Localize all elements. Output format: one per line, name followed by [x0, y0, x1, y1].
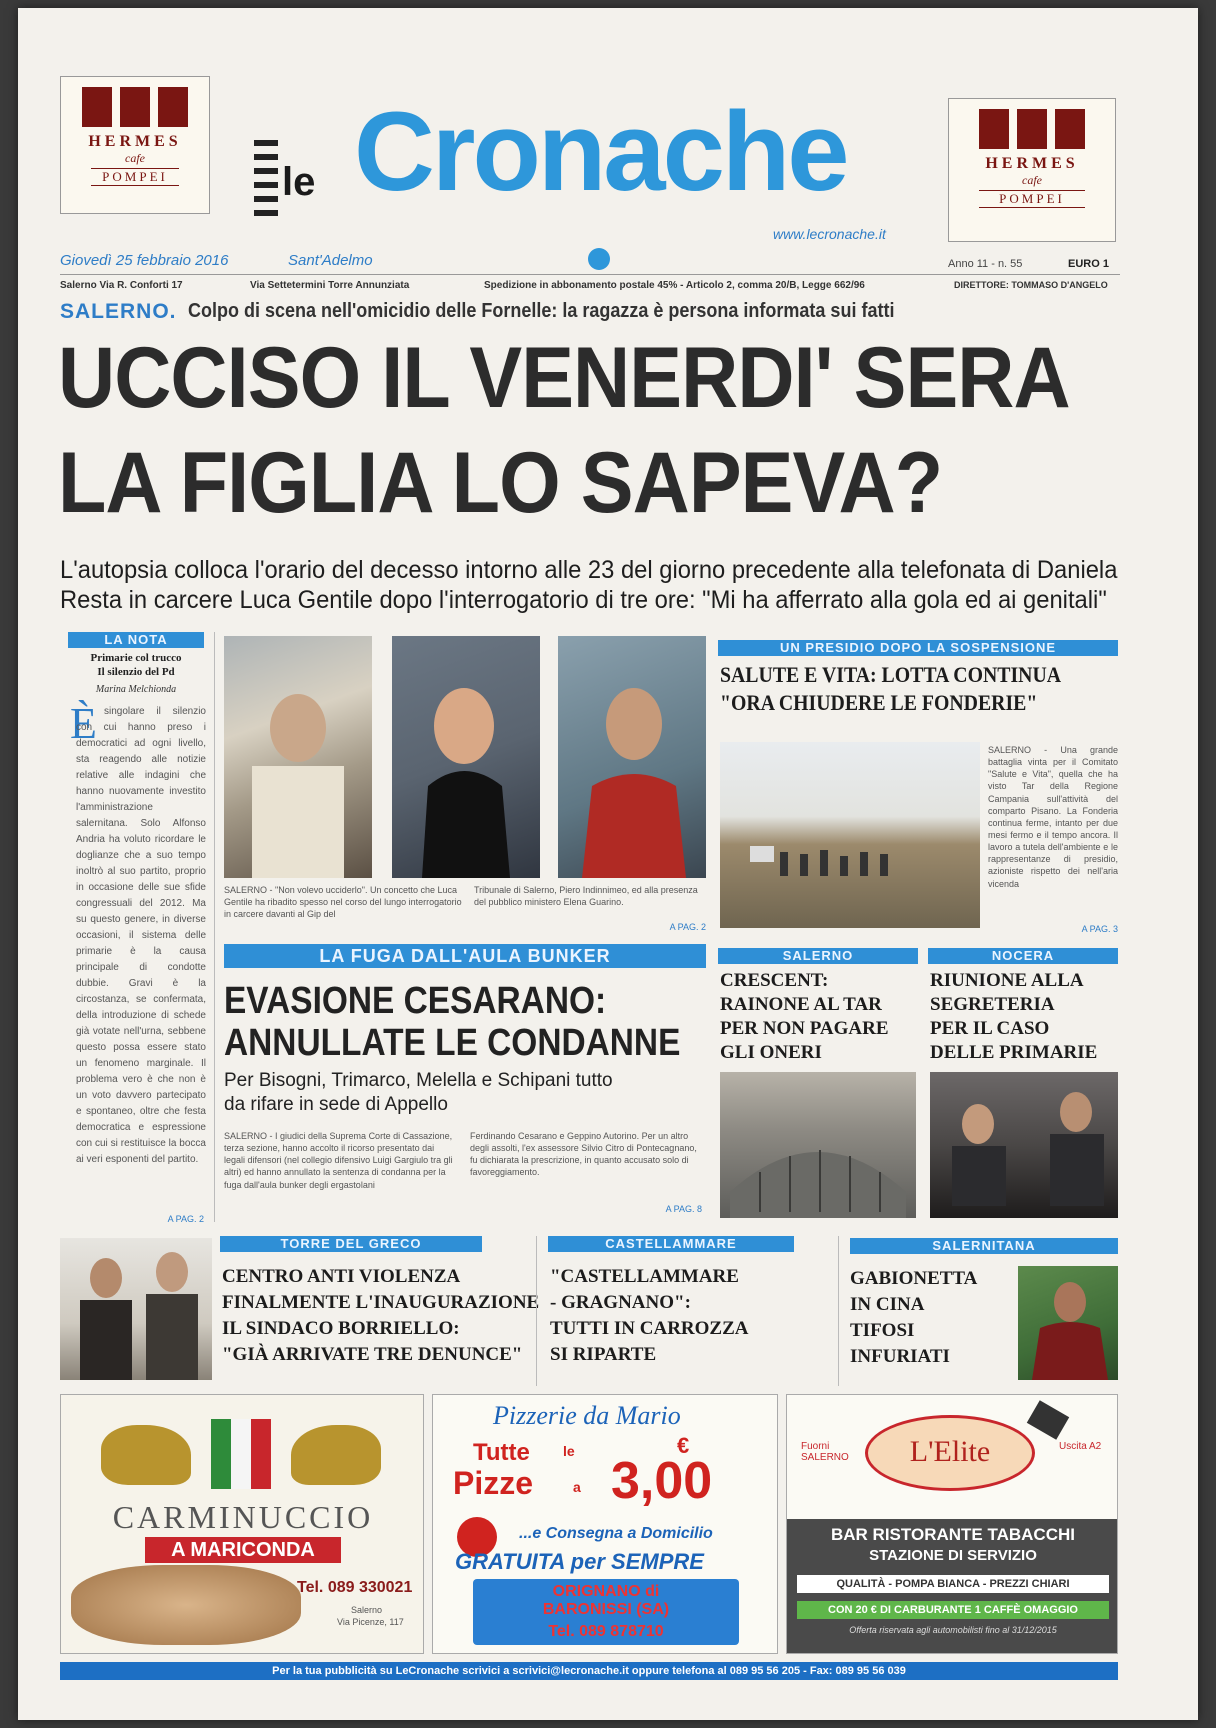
nota-title-1: Primarie col trucco: [90, 652, 182, 664]
hermes-cafe: cafe: [1022, 173, 1042, 187]
lead-apag: A PAG. 2: [669, 922, 706, 932]
mario-tel: Tel. 089 878710: [548, 1623, 664, 1640]
nota-kicker: LA NOTA: [68, 632, 204, 648]
torre-title-2: FINALMENTE L'INAUGURAZIONE: [222, 1292, 540, 1313]
castellammare-title-2: - GRAGNANO":: [550, 1292, 691, 1313]
address-torre: Via Settetermini Torre Annunziata: [250, 280, 410, 291]
lead-headline-2: LA FIGLIA LO SAPEVA?: [58, 435, 943, 531]
lead-headline-1: UCCISO IL VENERDI' SERA: [58, 330, 1070, 426]
director: DIRETTORE: TOMMASO D'ANGELO: [954, 280, 1108, 290]
ad-lelite: [786, 1394, 1118, 1654]
salernitana-title-3: TIFOSI: [850, 1320, 915, 1341]
photo-gabionetta: [1018, 1266, 1118, 1380]
mario-title: Pizzerie da Mario: [493, 1401, 681, 1430]
elite-name: L'Elite: [909, 1435, 991, 1468]
hermes-ad-right: [948, 98, 1116, 242]
presidio-title-1: SALUTE E VITA: LOTTA CONTINUA: [720, 662, 1062, 687]
presidio-kicker: UN PRESIDIO DOPO LA SOSPENSIONE: [718, 640, 1118, 656]
hermes-name: HERMES: [985, 155, 1079, 172]
torre-kicker: TORRE DEL GRECO: [220, 1236, 482, 1252]
salernitana-title-4: INFURIATI: [850, 1346, 950, 1367]
presidio-apag: A PAG. 3: [1081, 924, 1118, 934]
address-salerno: Salerno Via R. Conforti 17: [60, 280, 183, 291]
elite-line-2: STAZIONE DI SERVIZIO: [869, 1547, 1037, 1564]
nota-dropcap: È: [70, 699, 97, 748]
presidio-body: SALERNO - Una grande battaglia vinta per il Comitato "Salute e Vita", quella che ha visto Tar della Regione Campania sull'attività del comparto Pisano. La Fonderia continua ferme, intanto per due mesi fermo e il tempo ancora. Il lavoro a tutela dell'ambiente e le rappresentanze di presidio, azioniste rispetto dei nell'aria vicenda: [988, 745, 1118, 889]
photo-suspect: [558, 636, 706, 878]
mario-place-1: ORIGNANO di: [552, 1583, 660, 1600]
masthead-title: Cronache: [354, 89, 847, 214]
mario-consegna: ...e Consegna a Domicilio: [519, 1525, 713, 1542]
crescent-title-1: CRESCENT:: [720, 970, 829, 991]
ad-carminuccio: [60, 1394, 424, 1654]
ad-pizzerie-mario: [432, 1394, 778, 1654]
bunker-sub-1: Per Bisogni, Trimarco, Melella e Schipani tutto: [224, 1070, 613, 1091]
newspaper-page: [18, 8, 1198, 1720]
postal-info: Spedizione in abbonamento postale 45% - Articolo 2, comma 20/B, Legge 662/96: [484, 280, 865, 291]
carminuccio-addr-2: Via Picenze, 117: [337, 1617, 404, 1627]
website-link[interactable]: www.lecronache.it: [773, 226, 886, 242]
price: EURO 1: [1068, 258, 1109, 270]
crescent-title-3: PER NON PAGARE: [720, 1018, 889, 1039]
footer-advertising: Per la tua pubblicità su LeCronache scrivici a scrivici@lecronache.it oppure telefona al 089 95 56 205 - Fax: 089 95 56 039: [60, 1662, 1118, 1680]
bunker-title-2: ANNULLATE LE CONDANNE: [224, 1022, 681, 1064]
pizza-icon: [71, 1565, 301, 1645]
bunker-apag: A PAG. 8: [665, 1204, 702, 1214]
lead-sub-1: L'autopsia colloca l'orario del decesso intorno alle 23 del giorno precedente alla telefonata di Daniela: [60, 556, 1118, 584]
mario-le: le: [563, 1443, 575, 1459]
photo-crescent: [720, 1072, 916, 1218]
mario-gratuita: GRATUITA per SEMPRE: [455, 1549, 704, 1574]
mario-price: 3,00: [611, 1452, 713, 1510]
masthead-le: le: [282, 160, 316, 204]
mario-tutte: Tutte: [473, 1439, 530, 1466]
nocera-title-3: PER IL CASO: [930, 1018, 1050, 1039]
nocera-title-1: RIUNIONE ALLA: [930, 970, 1084, 991]
castellammare-title-3: TUTTI IN CARROZZA: [550, 1318, 749, 1339]
nota-body: singolare il silenzio con cui hanno preso i democratici ad ogni livello, sta reagendo alle notizie relative alle indagini che hanno nuovamente investito l'amministrazione salernitana. Solo Alfonso Andria ha voluto ricordare le doglianze che a suo tempo inoltrò al suo partito, proprio in occasione delle sue sfide congressuali del 2012. Ma su questo genere, in diverse occasioni, il sistema delle primarie è la causa principale di condotte dubbie. Gravi è la circostanza, se confermata, della introduzione di schede già votate nell'urna, sebbene questo possa essere stato un fenomeno marginale. Il problema vero è che non è un voto davvero partecipato e spontaneo, oltre che festa democratica e espressione con cui si restituisce la bocca ai veri esponenti del partito.: [76, 706, 206, 1165]
lead-caption-1: SALERNO - "Non volevo ucciderlo". Un concetto che Luca Gentile ha ribadito spesso nel corso del lungo interrogatorio in carcere davanti al Gip del: [224, 885, 462, 920]
issue-date: Giovedì 25 febbraio 2016: [60, 252, 229, 269]
carminuccio-name: CARMINUCCIO: [112, 1499, 374, 1535]
nota-apag: A PAG. 2: [167, 1214, 204, 1224]
hermes-cafe: cafe: [125, 151, 145, 165]
nocera-title-4: DELLE PRIMARIE: [930, 1042, 1098, 1063]
torre-title-3: IL SINDACO BORRIELLO:: [222, 1318, 460, 1339]
mario-euro: €: [677, 1433, 690, 1458]
nota-author: Marina Melchionda: [95, 684, 177, 695]
presidio-title-2: "ORA CHIUDERE LE FONDERIE": [720, 690, 1038, 715]
hermes-name: HERMES: [88, 133, 182, 150]
castellammare-kicker: CASTELLAMMARE: [548, 1236, 794, 1252]
elite-line-5: Offerta riservata agli automobilisti fino al 31/12/2015: [849, 1625, 1057, 1635]
photo-daughter: [392, 636, 540, 878]
salernitana-title-1: GABIONETTA: [850, 1268, 978, 1289]
lead-sub-2: Resta in carcere Luca Gentile dopo l'interrogatorio di tre ore: "Mi ha afferrato alla gola ed ai genitali": [60, 586, 1107, 614]
bunker-sub-2: da rifare in sede di Appello: [224, 1094, 448, 1115]
logo-stripes-icon: [254, 136, 278, 226]
torre-title-1: CENTRO ANTI VIOLENZA: [222, 1266, 461, 1287]
elite-line-4: CON 20 € DI CARBURANTE 1 CAFFÈ OMAGGIO: [797, 1601, 1109, 1619]
photo-nocera: [930, 1072, 1118, 1218]
hermes-city: POMPEI: [91, 168, 179, 186]
saint-of-day: Sant'Adelmo: [288, 252, 373, 269]
photo-torre: [60, 1238, 212, 1380]
salernitana-kicker: SALERNITANA: [850, 1238, 1118, 1254]
nota-title-2: Il silenzio del Pd: [97, 666, 175, 678]
carminuccio-tel: Tel. 089 330021: [297, 1579, 413, 1596]
lead-caption-2: Tribunale di Salerno, Piero Indinnimeo, ed alla presenza del pubblico ministero Elena Guarino.: [474, 885, 698, 908]
top-hat-icon: [1027, 1400, 1069, 1440]
mario-place-2: BARONISSI (SA): [542, 1601, 670, 1618]
hermes-city: POMPEI: [979, 190, 1085, 208]
castellammare-title-1: "CASTELLAMMARE: [550, 1266, 739, 1287]
bunker-body-2: Ferdinando Cesarano e Geppino Autorino. Per un altro degli assolti, l'ex assessore Silvio Citro di Pontecagnano, fu dichiarata la prescrizione, in quanto accusato solo di favoreggiamento.: [470, 1131, 697, 1178]
elite-left: Fuorni SALERNO: [801, 1441, 849, 1463]
lead-section: SALERNO.: [60, 300, 177, 323]
elite-line-3: QUALITÀ - POMPA BIANCA - PREZZI CHIARI: [797, 1575, 1109, 1593]
salernitana-title-2: IN CINA: [850, 1294, 925, 1315]
lion-right-icon: [291, 1425, 381, 1485]
globe-icon: [588, 248, 610, 270]
lion-left-icon: [101, 1425, 191, 1485]
nocera-title-2: SEGRETERIA: [930, 994, 1055, 1015]
bunker-body-1: SALERNO - I giudici della Suprema Corte di Cassazione, terza sezione, hanno accolto il ricorso presentato dai legali difensori (nel collegio difensivo Luigi Gargiulo tra gli altri) ed hanno annullato la sentenza di condanna per la fuga dall'aula bunker degli ergastolani: [224, 1131, 453, 1190]
bunker-kicker: LA FUGA DALL'AULA BUNKER: [224, 944, 706, 968]
castellammare-title-4: SI RIPARTE: [550, 1344, 657, 1365]
torre-title-4: "GIÀ ARRIVATE TRE DENUNCE": [222, 1344, 523, 1365]
crescent-title-2: RAINONE AL TAR: [720, 994, 882, 1015]
photo-presidio: [720, 742, 980, 928]
hermes-ad-left: [60, 76, 210, 214]
carminuccio-addr-1: Salerno: [351, 1605, 383, 1615]
nocera-kicker: NOCERA: [928, 948, 1118, 964]
elite-line-1: BAR RISTORANTE TABACCHI: [831, 1525, 1075, 1544]
photo-victim: [224, 636, 372, 878]
elite-right: Uscita A2: [1059, 1441, 1102, 1452]
bunker-title-1: EVASIONE CESARANO:: [224, 980, 607, 1022]
mario-pizze: Pizze: [453, 1465, 534, 1501]
mario-a: a: [573, 1479, 581, 1495]
lead-overline: Colpo di scena nell'omicidio delle Fornelle: la ragazza è persona informata sui fatti: [188, 300, 895, 322]
carminuccio-place: A MARICONDA: [145, 1537, 341, 1563]
crescent-kicker: SALERNO: [718, 948, 918, 964]
crescent-title-4: GLI ONERI: [720, 1042, 822, 1063]
issue-number: Anno 11 - n. 55: [948, 258, 1023, 270]
